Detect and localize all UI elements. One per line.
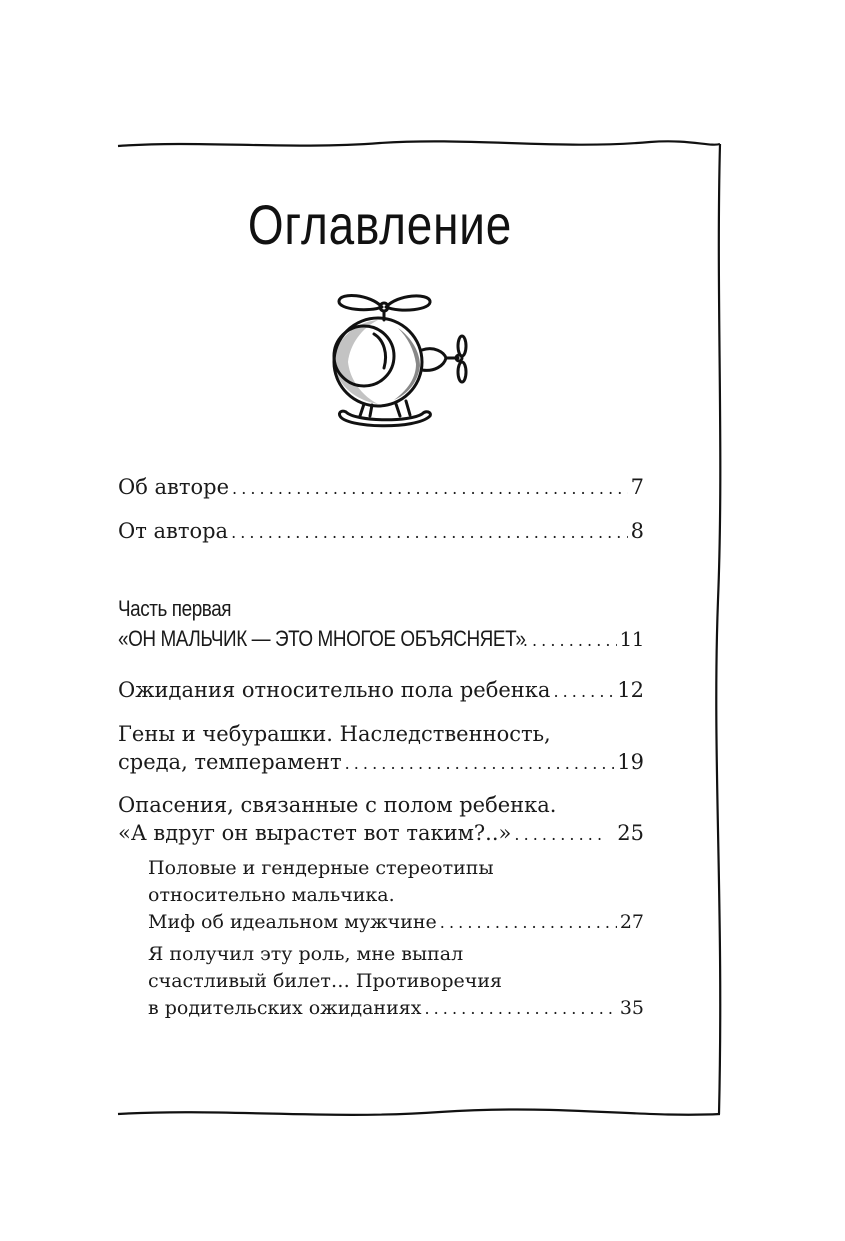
dot-leader	[514, 821, 607, 849]
toc-entry-title-line: Миф об идеальном мужчине	[148, 911, 437, 933]
dot-leader	[232, 475, 628, 503]
helicopter-icon	[326, 288, 476, 438]
toc-entry-title-line: счастливый билет… Противоречия	[148, 970, 503, 992]
toc-entry[interactable]	[118, 720, 644, 778]
dot-leader	[345, 750, 615, 778]
toc-entry-title-line: «А вдруг он вырастет вот таким?..»	[118, 821, 512, 845]
toc-entry[interactable]	[118, 676, 644, 706]
toc-entry-title-line: Я получил эту роль, мне выпал	[148, 943, 464, 965]
toc-entry[interactable]	[118, 517, 644, 547]
part-label: Часть первая	[118, 596, 232, 621]
toc-page-number: 19	[617, 750, 644, 774]
toc-page-number: 8	[630, 519, 644, 543]
dot-leader	[440, 909, 617, 936]
toc-entry-title-line: среда, темперамент	[118, 750, 342, 774]
toc-entry-title: От автора	[118, 519, 229, 543]
toc-page-number: 12	[617, 678, 644, 702]
toc-entry-title: Ожидания относительно пола ребенка	[118, 678, 551, 702]
toc-part-heading[interactable]	[118, 594, 644, 656]
dot-leader	[424, 995, 616, 1022]
toc-subentry[interactable]	[148, 855, 644, 936]
part-title: «ОН МАЛЬЧИК — ЭТО МНОГОЕ ОБЪЯСНЯЕТ»	[118, 626, 526, 651]
toc-entry-title-line: относительно мальчика.	[148, 884, 395, 906]
toc-entry-title-line: Половые и гендерные стереотипы	[148, 857, 494, 879]
toc-page-number: 25	[617, 821, 644, 845]
toc-page-number: 7	[630, 475, 644, 499]
toc-page-number: 27	[619, 911, 644, 933]
toc-entry-title: Об авторе	[118, 475, 230, 499]
toc-entry[interactable]	[118, 791, 644, 849]
dot-leader	[523, 626, 617, 656]
page-title: Оглавление	[247, 193, 513, 256]
dot-leader	[231, 519, 628, 547]
toc-page-number: 11	[619, 627, 644, 651]
toc-entry-title-line: Опасения, связанные с полом ребенка.	[118, 793, 557, 817]
toc-subentry[interactable]	[148, 941, 644, 1022]
toc-entry-title-line: Гены и чебурашки. Наследственность,	[118, 722, 551, 746]
toc-page-number: 35	[619, 997, 644, 1019]
dot-leader	[553, 678, 614, 706]
toc-entry-title-line: в родительских ожиданиях	[148, 997, 422, 1019]
toc-entry[interactable]	[118, 473, 644, 503]
